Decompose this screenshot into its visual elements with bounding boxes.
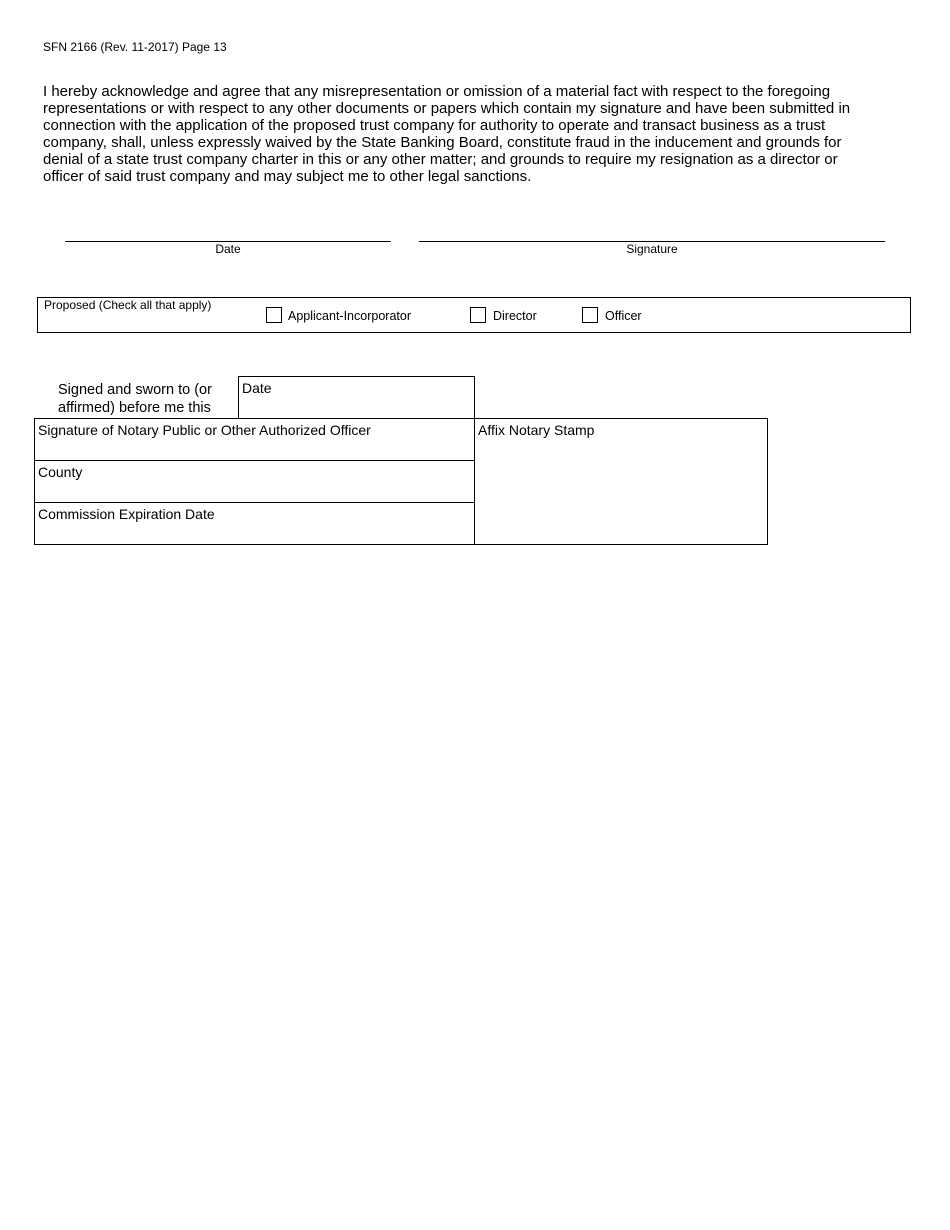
notary-stamp-area[interactable] [474, 418, 768, 545]
notary-date-field[interactable] [238, 376, 475, 419]
county-field[interactable] [34, 460, 475, 503]
notary-date-label: Date [242, 380, 272, 396]
notary-stamp-label: Affix Notary Stamp [478, 422, 595, 438]
director-label: Director [493, 309, 537, 323]
commission-expiration-field[interactable] [34, 502, 475, 545]
county-label: County [38, 464, 83, 480]
signature-line-label: Signature [626, 242, 678, 256]
notary-signature-label: Signature of Notary Public or Other Authorized Officer [38, 422, 371, 438]
sworn-line-1: Signed and sworn to (or [58, 382, 212, 398]
form-id: SFN 2166 (Rev. 11-2017) Page 13 [43, 40, 227, 54]
date-line-label: Date [215, 242, 241, 256]
applicant-incorporator-label: Applicant-Incorporator [288, 309, 411, 323]
director-checkbox[interactable] [470, 307, 486, 323]
notary-signature-field[interactable] [34, 418, 475, 461]
officer-checkbox[interactable] [582, 307, 598, 323]
proposed-label: Proposed (Check all that apply) [44, 298, 212, 312]
acknowledgement-text: I hereby acknowledge and agree that any misrepresentation or omission of a material fact with respect to the foregoing representations or with respect to any other documents or papers which contain my signature and have been submitted in connection with the application of the proposed trust company for authority to operate and transact business as a trust company, shall, unless expressly waived by the State Banking Board, constitute fraud in the inducement and grounds for denial of a state trust company charter in this or any other matter; and grounds to require my resignation as a director or officer of said trust company and may subject me to other legal sanctions. [43, 83, 851, 185]
commission-expiration-label: Commission Expiration Date [38, 506, 215, 522]
applicant-incorporator-checkbox[interactable] [266, 307, 282, 323]
sworn-line-2: affirmed) before me this [58, 400, 211, 416]
officer-label: Officer [605, 309, 642, 323]
sworn-text [58, 381, 212, 417]
